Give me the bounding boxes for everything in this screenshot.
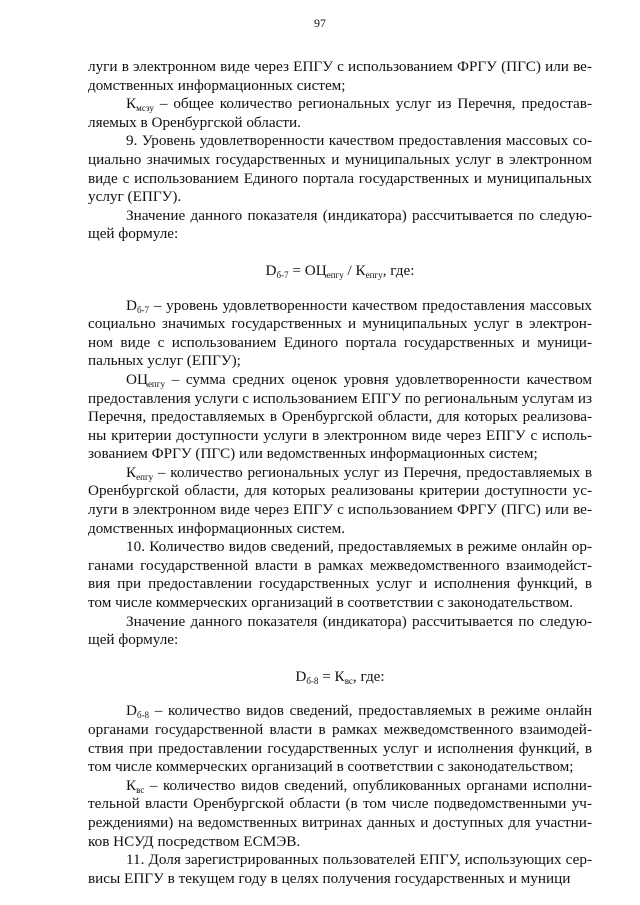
text-run: Значение данного показателя (индикатора) рассчитывается по следующей формуле: — [88, 612, 592, 649]
text-run: – уровень удовлетворенности качеством предоставления массовых социально значимых государственных и муниципальных услуг в электронном виде с использованием Единого портала государственных и муниципальных услуг (ЕПГУ); — [88, 296, 592, 370]
paragraph — [88, 851, 592, 888]
text-run: D — [265, 261, 277, 279]
paragraph — [88, 702, 592, 776]
subscript: вс — [344, 675, 353, 686]
text-run: / К — [343, 261, 366, 279]
subscript: епгу — [136, 471, 154, 482]
text-run: 10. Количество видов сведений, предоставляемых в режиме онлайн органами государственной власти в рамках межведомственного взаимодействия при предоставлении государственных услуг и исполнения функций, в том числе коммерческих организаций в соответствии с законодательством. — [88, 538, 592, 612]
text-run: , где: — [352, 667, 385, 685]
subscript: епгу — [365, 269, 383, 280]
formula — [88, 262, 592, 281]
paragraph — [88, 58, 592, 95]
text-run: луги в электронном виде через ЕПГУ с использованием ФРГУ (ПГС) или ведомственных информационных систем; — [88, 58, 592, 94]
paragraph — [88, 95, 592, 132]
subscript: мсзу — [136, 103, 154, 114]
text-run: 9. Уровень удовлетворенности качеством предоставления массовых социально значимых государственных и муниципальных услуг в электронном виде с использованием Единого портала государственных и муниципальных услуг (ЕПГУ). — [88, 132, 592, 206]
page-number: 97 — [314, 16, 326, 30]
paragraph — [88, 613, 592, 650]
text-run: – количество региональных услуг из Перечня, предоставляемых в Оренбургской области, для которых реализованы критерии доступности услуги в электронном виде через ЕПГУ с использованием ФРГУ (ПГС) или ведомственных информационных систем. — [88, 463, 592, 537]
subscript: б-8 — [136, 710, 150, 721]
paragraph — [88, 297, 592, 371]
text-run: К — [126, 776, 137, 794]
subscript: епгу — [147, 378, 165, 389]
text-run: – количество видов сведений, опубликованных органами исполнительной власти Оренбургской области (в том числе подведомственными учреждениями) на ведомственных витринах данных и доступных для участников НСУД посредством ЕСМЭВ. — [88, 776, 592, 850]
paragraph — [88, 371, 592, 464]
subscript: б-8 — [306, 675, 319, 686]
text-run: = К — [318, 667, 345, 685]
paragraph — [88, 207, 592, 244]
text-run: – количество видов сведений, предоставляемых в режиме онлайн органами государственной власти в рамках межведомственного взаимодействия при предоставлении государственных услуг и исполнения функций, в том числе коммерческих организаций в соответствии с законодательством; — [88, 702, 592, 776]
text-run: 11. Доля зарегистрированных пользователей ЕПГУ, использующих сервисы ЕПГУ в текущем году в целях получения государственных и муници — [88, 851, 592, 887]
paragraph — [88, 538, 592, 612]
paragraph — [88, 777, 592, 851]
text-run: D — [126, 296, 137, 314]
document-body — [88, 58, 592, 888]
text-run: = ОЦ — [288, 261, 327, 279]
text-run: Значение данного показателя (индикатора) рассчитывается по следующей формуле: — [88, 206, 592, 243]
subscript: б-7 — [136, 304, 150, 315]
paragraph — [88, 132, 592, 206]
subscript: епгу — [326, 269, 344, 280]
paragraph — [88, 464, 592, 538]
text-run: К — [126, 463, 137, 481]
text-run: – сумма средних оценок уровня удовлетворенности качеством предоставления услуги с использованием ЕПГУ по региональным услугам из Перечня, предоставляемых в Оренбургской области, для которых реализованы критерии доступности услуги в электронном виде через ЕПГУ с использованием ФРГУ (ПГС) или ведомственных информационных систем; — [88, 370, 592, 463]
text-run: ОЦ — [126, 370, 148, 388]
text-run: , где: — [382, 261, 415, 279]
text-run: К — [126, 95, 137, 113]
text-run: – общее количество региональных услуг из Перечня, предоставляемых в Оренбургской области. — [88, 95, 592, 131]
subscript: б-7 — [276, 269, 289, 280]
formula — [88, 668, 592, 687]
text-run: D — [295, 667, 307, 685]
text-run: D — [126, 702, 137, 720]
subscript: вс — [136, 784, 145, 795]
